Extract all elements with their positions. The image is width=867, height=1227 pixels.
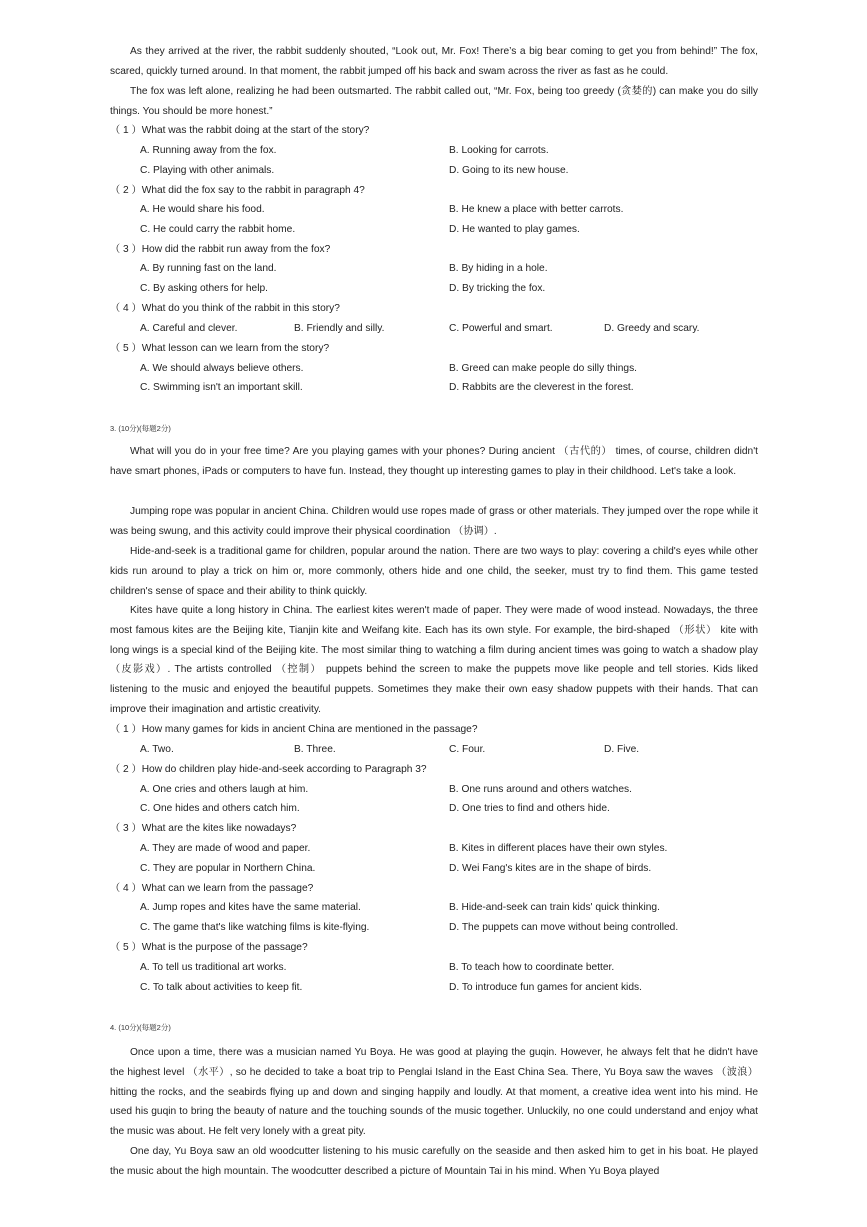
passage-paragraph: Kites have quite a long history in China. The earliest kites weren't made of paper. They were made of wood instead. Nowadays, the three most famous kites are the Beijing kite, Tianjin kite and Weifang kite. Each has its own style. For example, the bird-shaped （形状） kite with long wings is a special kind of the Beijing kite. The most similar thing to watching a film during ancient times was going to watch a shadow play （皮影戏）. The artists controlled （控制） puppets behind the screen to make the puppets move like people and tell stories. Kids liked listening to the music and enjoyed the beautiful puppets. Sometimes they make their own easy shadow puppets with their hands. That can improve their imagination and artistic creativity. xyxy=(110,605,758,715)
question-label: （ 5 ）What lesson can we learn from the story? xyxy=(110,343,330,354)
option-text: B. Three. xyxy=(294,744,336,755)
option-text: D. He wanted to play games. xyxy=(449,224,580,235)
option-text: C. They are popular in Northern China. xyxy=(140,863,316,874)
question-label: （ 4 ）What can we learn from the passage? xyxy=(110,883,314,894)
option-text: A. Jump ropes and kites have the same material. xyxy=(140,902,361,913)
question-label: （ 2 ）How do children play hide-and-seek according to Paragraph 3? xyxy=(110,764,427,775)
option-text: A. Running away from the fox. xyxy=(140,145,277,156)
question-label: （ 3 ）What are the kites like nowadays? xyxy=(110,823,297,834)
option-text: A. One cries and others laugh at him. xyxy=(140,784,309,795)
question-label: （ 5 ）What is the purpose of the passage? xyxy=(110,942,308,953)
passage-paragraph: What will you do in your free time? Are you playing games with your phones? During ancient （古代的） times, of course, children didn't have smart phones, iPads or computers to have fun. Instead, they thought up interesting games to play in their childhood. Let's take a look. xyxy=(110,446,758,477)
passage-paragraph: One day, Yu Boya saw an old woodcutter listening to his music carefully on the seaside and then asked him to get in his boat. He played the music about the high mountain. The woodcutter described a picture of Mountain Tai in his mind. When Yu Boya played xyxy=(110,1146,758,1177)
option-text: B. One runs around and others watches. xyxy=(449,784,632,795)
option-text: D. One tries to find and others hide. xyxy=(449,803,610,814)
question-label: （ 2 ）What did the fox say to the rabbit in paragraph 4? xyxy=(110,185,365,196)
option-text: C. Swimming isn't an important skill. xyxy=(140,382,303,393)
option-text: C. Four. xyxy=(449,744,486,755)
option-text: B. Looking for carrots. xyxy=(449,145,549,156)
option-text: C. To talk about activities to keep fit. xyxy=(140,982,303,993)
option-text: C. The game that's like watching films is kite-flying. xyxy=(140,922,370,933)
option-text: A. They are made of wood and paper. xyxy=(140,843,311,854)
option-text: A. We should always believe others. xyxy=(140,363,304,374)
option-text: B. To teach how to coordinate better. xyxy=(449,962,615,973)
question-label: （ 3 ）How did the rabbit run away from the fox? xyxy=(110,244,331,255)
passage-paragraph: Hide-and-seek is a traditional game for children, popular around the nation. There are two ways to play: covering a child's eyes while other kids run around to play a trick on him or, more commonly, others hide and one child, the seeker, must try to find them. This game tested children's sense of space and their ability to think quickly. xyxy=(110,546,758,597)
section-header: 4. (10分)(每题2分) xyxy=(110,1023,171,1032)
option-text: C. Playing with other animals. xyxy=(140,165,275,176)
option-text: D. Five. xyxy=(604,744,640,755)
question-label: （ 4 ）What do you think of the rabbit in this story? xyxy=(110,303,340,314)
option-text: C. By asking others for help. xyxy=(140,283,268,294)
option-text: B. Friendly and silly. xyxy=(294,323,385,334)
question-label: （ 1 ）What was the rabbit doing at the start of the story? xyxy=(110,125,370,136)
passage-paragraph: Jumping rope was popular in ancient China. Children would use ropes made of grass or other materials. They jumped over the rope while it was being swung, and this activity could improve their physical coordination （协调）. xyxy=(110,506,758,537)
passage-paragraph: As they arrived at the river, the rabbit suddenly shouted, “Look out, Mr. Fox! There’s a big bear coming to get you from behind!” The fox, scared, quickly turned around. In that moment, the rabbit jumped off his back and swam across the river as fast as he could. xyxy=(110,46,758,77)
passage-paragraph: The fox was left alone, realizing he had been outsmarted. The rabbit called out, “Mr. Fox, being too greedy (贪婪的) can make you do silly things. You should be more honest.” xyxy=(110,86,758,117)
option-text: A. By running fast on the land. xyxy=(140,263,277,274)
option-text: C. He could carry the rabbit home. xyxy=(140,224,296,235)
option-text: D. By tricking the fox. xyxy=(449,283,546,294)
option-text: D. Greedy and scary. xyxy=(604,323,700,334)
option-text: D. Going to its new house. xyxy=(449,165,569,176)
option-text: B. By hiding in a hole. xyxy=(449,263,548,274)
option-text: A. To tell us traditional art works. xyxy=(140,962,287,973)
option-text: D. Wei Fang's kites are in the shape of birds. xyxy=(449,863,652,874)
section-header: 3. (10分)(每题2分) xyxy=(110,424,171,433)
option-text: A. Two. xyxy=(140,744,174,755)
passage-paragraph: Once upon a time, there was a musician named Yu Boya. He was good at playing the guqin. However, he always felt that he didn't have the highest level （水平）, so he decided to take a boat trip to Penglai Island in the East China Sea. There, Yu Boya saw the waves （波浪） hitting the rocks, and the seabirds flying up and down and singing happily and loudly. At that moment, a creative idea went into his mind. He used his guqin to bring the beauty of nature and the touching sounds of the music together. Unluckily, no one could understand and enjoy what the music was about. He felt very lonely with a great pity. xyxy=(110,1047,758,1138)
option-text: C. Powerful and smart. xyxy=(449,323,553,334)
option-text: A. Careful and clever. xyxy=(140,323,238,334)
option-text: D. Rabbits are the cleverest in the forest. xyxy=(449,382,634,393)
option-text: B. Kites in different places have their own styles. xyxy=(449,843,668,854)
option-text: B. Greed can make people do silly things. xyxy=(449,363,638,374)
question-label: （ 1 ）How many games for kids in ancient China are mentioned in the passage? xyxy=(110,724,478,735)
option-text: B. Hide-and-seek can train kids' quick thinking. xyxy=(449,902,660,913)
option-text: B. He knew a place with better carrots. xyxy=(449,204,624,215)
option-text: D. To introduce fun games for ancient kids. xyxy=(449,982,642,993)
option-text: C. One hides and others catch him. xyxy=(140,803,300,814)
option-text: D. The puppets can move without being controlled. xyxy=(449,922,679,933)
option-text: A. He would share his food. xyxy=(140,204,265,215)
